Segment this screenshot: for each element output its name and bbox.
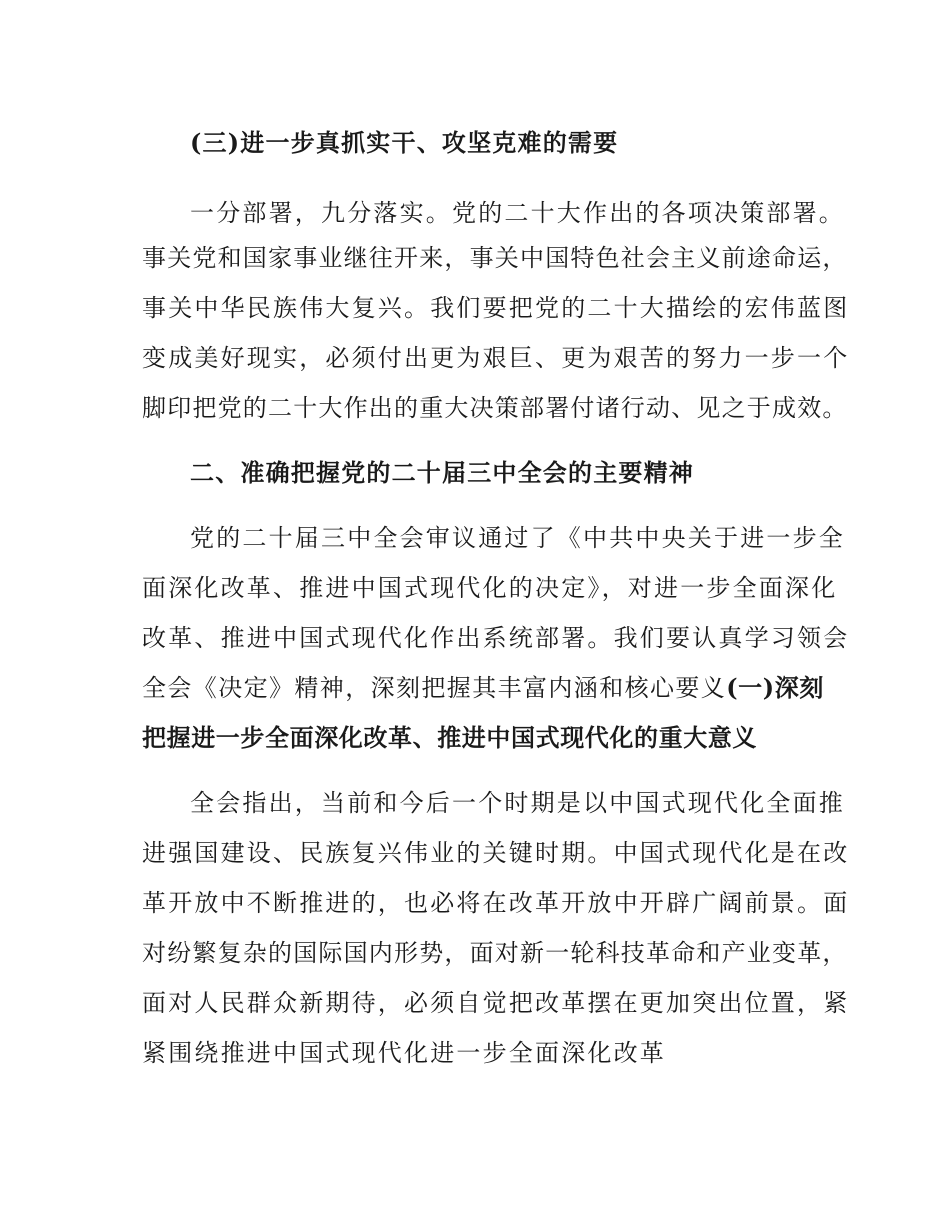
paragraph-line: 一分部署，九分落实。党的二十大作出的各项决策部署。 <box>190 199 845 227</box>
paragraph-line: 面对人民群众新期待，必须自觉把改革摆在更加突出位置，紧 <box>142 989 850 1017</box>
paragraph-line: 事关中华民族伟大复兴。我们要把党的二十大描绘的宏伟蓝图 <box>142 294 850 322</box>
subsection-heading-1: 把握进一步全面深化改革、推进中国式现代化的重大意义 <box>142 723 757 752</box>
paragraph-line: 全会指出，当前和今后一个时期是以中国式现代化全面推 <box>190 789 845 817</box>
paragraph-line: 脚印把党的二十大作出的重大决策部署付诸行动、见之于成效。 <box>142 394 848 422</box>
paragraph-line: 党的二十届三中全会审议通过了《中共中央关于进一步全 <box>190 524 845 552</box>
paragraph-line: 对纷繁复杂的国际国内形势，面对新一轮科技革命和产业变革， <box>142 939 848 967</box>
subsection-heading-start: (一)深刻 <box>726 673 824 702</box>
paragraph-line: 进强国建设、民族复兴伟业的关键时期。中国式现代化是在改 <box>142 839 850 867</box>
paragraph-line: 革开放中不断推进的，也必将在改革开放中开辟广阔前景。面 <box>142 889 850 917</box>
paragraph-line: 事关党和国家事业继往开来，事关中国特色社会主义前途命运， <box>142 244 848 272</box>
section-heading-3: (三)进一步真抓实干、攻坚克难的需要 <box>190 128 619 157</box>
paragraph-line: 紧围绕推进中国式现代化进一步全面深化改革 <box>142 1039 666 1067</box>
paragraph-line: 变成美好现实，必须付出更为艰巨、更为艰苦的努力一步一个 <box>142 344 850 372</box>
paragraph-line: 面深化改革、推进中国式现代化的决定》，对进一步全面深化 <box>142 574 838 602</box>
chapter-heading-2: 二、准确把握党的二十届三中全会的主要精神 <box>190 458 694 487</box>
paragraph-line-mixed <box>142 673 824 703</box>
paragraph-text: 全会《决定》精神，深刻把握其丰富内涵和核心要义 <box>142 674 727 702</box>
paragraph-line: 改革、推进中国式现代化作出系统部署。我们要认真学习领会 <box>142 624 850 652</box>
